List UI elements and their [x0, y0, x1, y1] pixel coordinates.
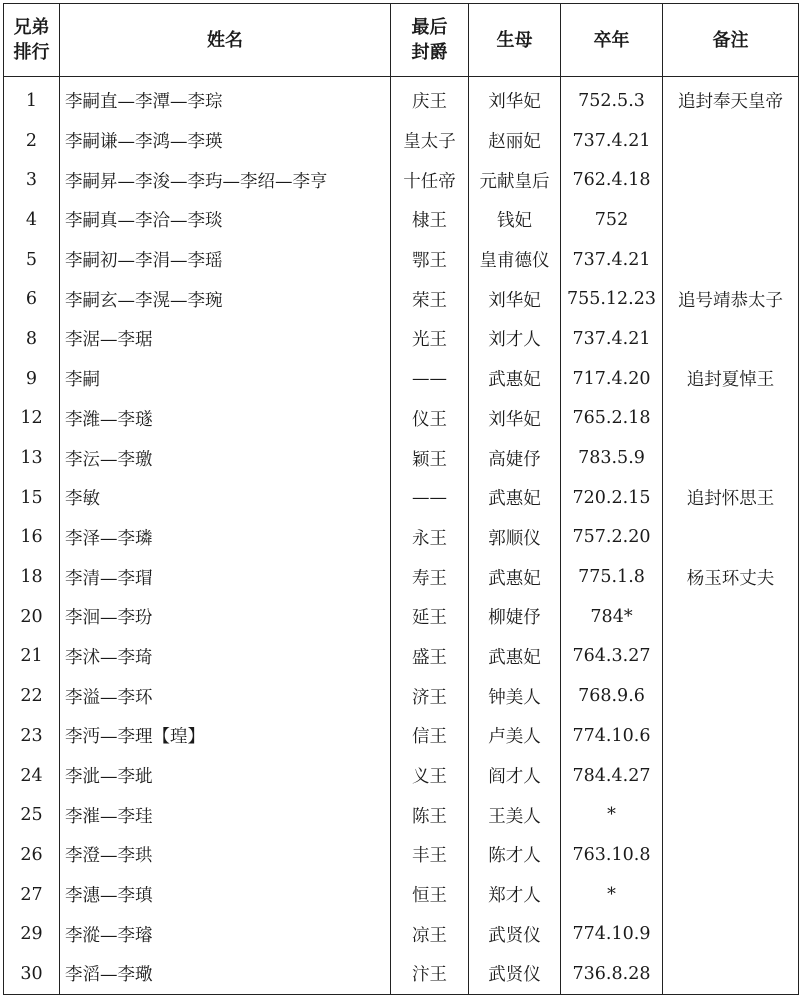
cell-rank: 12 — [4, 399, 60, 439]
cell-name: 李洄—李玢 — [60, 597, 391, 637]
cell-title: 汴王 — [391, 954, 469, 994]
table-row — [4, 319, 799, 359]
cell-note: 追封夏悼王 — [663, 359, 799, 399]
cell-death: 783.5.9 — [561, 438, 663, 478]
cell-note — [663, 716, 799, 756]
princes-table — [3, 3, 799, 995]
cell-mother: 钟美人 — [469, 676, 561, 716]
cell-death: 757.2.20 — [561, 518, 663, 558]
cell-mother: 卢美人 — [469, 716, 561, 756]
cell-death: * — [561, 875, 663, 915]
cell-mother: 皇甫德仪 — [469, 240, 561, 280]
table-row — [4, 518, 799, 558]
cell-note — [663, 438, 799, 478]
cell-title: 皇太子 — [391, 121, 469, 161]
cell-death: 752 — [561, 200, 663, 240]
header-rank-line1: 兄弟 — [13, 17, 50, 38]
cell-rank: 2 — [4, 121, 60, 161]
cell-title: —— — [391, 478, 469, 518]
table-row — [4, 914, 799, 954]
cell-rank: 22 — [4, 676, 60, 716]
cell-name: 李嗣谦—李鸿—李瑛 — [60, 121, 391, 161]
cell-rank: 26 — [4, 835, 60, 875]
cell-death: 784* — [561, 597, 663, 637]
cell-title: 陈王 — [391, 795, 469, 835]
cell-mother: 武惠妃 — [469, 359, 561, 399]
table-row — [4, 240, 799, 280]
cell-note — [663, 160, 799, 200]
table-row — [4, 637, 799, 677]
header-death: 卒年 — [561, 4, 663, 77]
table-row — [4, 795, 799, 835]
table-row — [4, 835, 799, 875]
table-body — [4, 77, 799, 995]
cell-title: 盛王 — [391, 637, 469, 677]
cell-name: 李嗣初—李涓—李瑶 — [60, 240, 391, 280]
cell-rank: 15 — [4, 478, 60, 518]
cell-title: 丰王 — [391, 835, 469, 875]
cell-mother: 武贤仪 — [469, 954, 561, 994]
table-row — [4, 399, 799, 439]
table-row — [4, 597, 799, 637]
table-row — [4, 676, 799, 716]
cell-death: 763.10.8 — [561, 835, 663, 875]
cell-rank: 18 — [4, 557, 60, 597]
header-title — [391, 4, 469, 77]
cell-rank: 8 — [4, 319, 60, 359]
cell-note — [663, 399, 799, 439]
cell-death: 755.12.23 — [561, 279, 663, 319]
cell-name: 李沔—李理【瑝】 — [60, 716, 391, 756]
cell-note — [663, 200, 799, 240]
cell-note: 追封怀思王 — [663, 478, 799, 518]
cell-title: 鄂王 — [391, 240, 469, 280]
cell-note — [663, 597, 799, 637]
cell-note — [663, 518, 799, 558]
cell-death: 717.4.20 — [561, 359, 663, 399]
cell-note: 追号靖恭太子 — [663, 279, 799, 319]
cell-rank: 30 — [4, 954, 60, 994]
cell-note — [663, 835, 799, 875]
cell-rank: 16 — [4, 518, 60, 558]
cell-name: 李清—李瑁 — [60, 557, 391, 597]
cell-title: 凉王 — [391, 914, 469, 954]
cell-note — [663, 319, 799, 359]
cell-mother: 武惠妃 — [469, 478, 561, 518]
cell-mother: 王美人 — [469, 795, 561, 835]
cell-title: 十任帝 — [391, 160, 469, 200]
header-rank — [4, 4, 60, 77]
header-name: 姓名 — [60, 4, 391, 77]
cell-name: 李潓—李瑱 — [60, 875, 391, 915]
cell-title: 延王 — [391, 597, 469, 637]
cell-mother: 刘华妃 — [469, 77, 561, 121]
cell-note — [663, 121, 799, 161]
cell-mother: 刘华妃 — [469, 399, 561, 439]
cell-note — [663, 676, 799, 716]
table-row — [4, 160, 799, 200]
cell-note — [663, 240, 799, 280]
cell-name: 李潍—李璲 — [60, 399, 391, 439]
table-row — [4, 756, 799, 796]
table-row — [4, 954, 799, 994]
table-header — [4, 4, 799, 77]
cell-name: 李嗣直—李潭—李琮 — [60, 77, 391, 121]
table-row — [4, 478, 799, 518]
header-row — [4, 4, 799, 77]
cell-name: 李嗣昇—李浚—李玙—李绍—李亨 — [60, 160, 391, 200]
cell-name: 李嗣真—李洽—李琰 — [60, 200, 391, 240]
cell-rank: 23 — [4, 716, 60, 756]
table-row — [4, 875, 799, 915]
cell-mother: 郭顺仪 — [469, 518, 561, 558]
cell-mother: 郑才人 — [469, 875, 561, 915]
cell-mother: 武贤仪 — [469, 914, 561, 954]
table-row — [4, 716, 799, 756]
cell-death: 737.4.21 — [561, 240, 663, 280]
cell-mother: 钱妃 — [469, 200, 561, 240]
cell-mother: 武惠妃 — [469, 557, 561, 597]
header-rank-line2: 排行 — [13, 42, 50, 63]
cell-death: 737.4.21 — [561, 319, 663, 359]
cell-mother: 柳婕伃 — [469, 597, 561, 637]
cell-death: 762.4.18 — [561, 160, 663, 200]
cell-title: 永王 — [391, 518, 469, 558]
table-row — [4, 557, 799, 597]
cell-note — [663, 795, 799, 835]
cell-rank: 29 — [4, 914, 60, 954]
cell-mother: 阎才人 — [469, 756, 561, 796]
cell-name: 李敏 — [60, 478, 391, 518]
cell-note — [663, 954, 799, 994]
cell-name: 李涺—李琚 — [60, 319, 391, 359]
header-title-line2: 封爵 — [411, 42, 448, 63]
cell-note — [663, 637, 799, 677]
table-row — [4, 121, 799, 161]
cell-name: 李沭—李琦 — [60, 637, 391, 677]
cell-title: 光王 — [391, 319, 469, 359]
cell-title: 棣王 — [391, 200, 469, 240]
header-mother: 生母 — [469, 4, 561, 77]
cell-death: 774.10.9 — [561, 914, 663, 954]
cell-title: 荣王 — [391, 279, 469, 319]
cell-title: 寿王 — [391, 557, 469, 597]
cell-name: 李漎—李璿 — [60, 914, 391, 954]
cell-name: 李泽—李璘 — [60, 518, 391, 558]
cell-rank: 4 — [4, 200, 60, 240]
cell-death: 768.9.6 — [561, 676, 663, 716]
cell-note: 杨玉环丈夫 — [663, 557, 799, 597]
cell-name: 李沄—李璬 — [60, 438, 391, 478]
cell-title: 颖王 — [391, 438, 469, 478]
cell-rank: 25 — [4, 795, 60, 835]
cell-mother: 刘华妃 — [469, 279, 561, 319]
cell-title: 恒王 — [391, 875, 469, 915]
cell-mother: 武惠妃 — [469, 637, 561, 677]
cell-death: 764.3.27 — [561, 637, 663, 677]
cell-rank: 3 — [4, 160, 60, 200]
cell-rank: 24 — [4, 756, 60, 796]
table-row — [4, 200, 799, 240]
table-row — [4, 77, 799, 121]
cell-rank: 20 — [4, 597, 60, 637]
cell-title: 仪王 — [391, 399, 469, 439]
header-note: 备注 — [663, 4, 799, 77]
cell-death: 752.5.3 — [561, 77, 663, 121]
cell-death: 737.4.21 — [561, 121, 663, 161]
cell-rank: 21 — [4, 637, 60, 677]
cell-death: 784.4.27 — [561, 756, 663, 796]
cell-death: 736.8.28 — [561, 954, 663, 994]
cell-mother: 赵丽妃 — [469, 121, 561, 161]
cell-mother: 陈才人 — [469, 835, 561, 875]
cell-name: 李嗣玄—李滉—李琬 — [60, 279, 391, 319]
cell-note — [663, 756, 799, 796]
cell-death: 720.2.15 — [561, 478, 663, 518]
cell-rank: 6 — [4, 279, 60, 319]
cell-mother: 高婕伃 — [469, 438, 561, 478]
cell-note — [663, 914, 799, 954]
table-row — [4, 438, 799, 478]
cell-name: 李泚—李玼 — [60, 756, 391, 796]
cell-title: —— — [391, 359, 469, 399]
cell-mother: 元献皇后 — [469, 160, 561, 200]
cell-mother: 刘才人 — [469, 319, 561, 359]
header-title-line1: 最后 — [411, 17, 448, 38]
cell-title: 义王 — [391, 756, 469, 796]
cell-title: 庆王 — [391, 77, 469, 121]
cell-note — [663, 875, 799, 915]
cell-title: 信王 — [391, 716, 469, 756]
cell-note: 追封奉天皇帝 — [663, 77, 799, 121]
cell-rank: 13 — [4, 438, 60, 478]
cell-rank: 9 — [4, 359, 60, 399]
cell-death: * — [561, 795, 663, 835]
cell-death: 774.10.6 — [561, 716, 663, 756]
cell-death: 765.2.18 — [561, 399, 663, 439]
cell-name: 李澄—李珙 — [60, 835, 391, 875]
cell-death: 775.1.8 — [561, 557, 663, 597]
table-row — [4, 359, 799, 399]
cell-name: 李嗣 — [60, 359, 391, 399]
cell-rank: 5 — [4, 240, 60, 280]
cell-name: 李溢—李环 — [60, 676, 391, 716]
cell-name: 李漼—李珪 — [60, 795, 391, 835]
table-row — [4, 279, 799, 319]
cell-rank: 27 — [4, 875, 60, 915]
cell-rank: 1 — [4, 77, 60, 121]
cell-name: 李滔—李璥 — [60, 954, 391, 994]
cell-title: 济王 — [391, 676, 469, 716]
